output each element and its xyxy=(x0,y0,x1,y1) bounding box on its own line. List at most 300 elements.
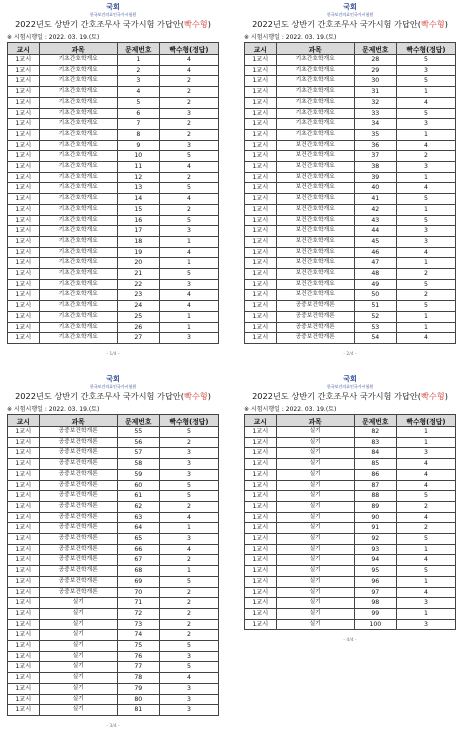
cell-answer: 4 xyxy=(159,512,218,523)
cell-answer: 4 xyxy=(396,183,455,194)
cell-subject: 실기 xyxy=(39,598,117,609)
cell-subject: 실기 xyxy=(39,694,117,705)
col-header-subject: 과목 xyxy=(276,415,354,427)
table-row xyxy=(8,555,219,566)
table-row xyxy=(8,469,219,480)
cell-period: 1교시 xyxy=(245,619,277,630)
cell-period: 1교시 xyxy=(8,194,40,205)
cell-subject: 실기 xyxy=(276,448,354,459)
cell-question-no: 37 xyxy=(354,151,396,162)
cell-answer: 3 xyxy=(159,651,218,662)
cell-subject: 기초간호학개요 xyxy=(39,226,117,237)
table-row xyxy=(8,619,219,630)
cell-answer: 3 xyxy=(159,140,218,151)
cell-question-no: 85 xyxy=(354,459,396,470)
cell-subject: 공중보건학개론 xyxy=(39,437,117,448)
cell-period: 1교시 xyxy=(8,322,40,333)
cell-subject: 공중보건학개론 xyxy=(39,523,117,534)
title-end: ) xyxy=(207,19,211,29)
table-row xyxy=(8,651,219,662)
cell-question-no: 35 xyxy=(354,129,396,140)
cell-period: 1교시 xyxy=(245,97,277,108)
table-row xyxy=(8,694,219,705)
cell-question-no: 2 xyxy=(117,65,159,76)
cell-answer: 1 xyxy=(396,258,455,269)
table-row xyxy=(245,587,456,598)
cell-subject: 보건간호학개요 xyxy=(276,269,354,280)
cell-period: 1교시 xyxy=(8,204,40,215)
table-row xyxy=(245,523,456,534)
table-row xyxy=(245,608,456,619)
table-row xyxy=(8,437,219,448)
cell-question-no: 22 xyxy=(117,279,159,290)
cell-answer: 3 xyxy=(159,226,218,237)
cell-period: 1교시 xyxy=(245,55,277,66)
cell-answer: 2 xyxy=(159,129,218,140)
cell-subject: 기초간호학개요 xyxy=(39,290,117,301)
cell-question-no: 48 xyxy=(354,269,396,280)
cell-question-no: 26 xyxy=(117,322,159,333)
cell-subject: 실기 xyxy=(276,469,354,480)
table-row xyxy=(245,322,456,333)
cell-question-no: 39 xyxy=(354,172,396,183)
cell-answer: 2 xyxy=(396,523,455,534)
cell-period: 1교시 xyxy=(8,534,40,545)
cell-answer: 1 xyxy=(396,544,455,555)
title-end: ) xyxy=(444,391,448,401)
cell-answer: 4 xyxy=(159,301,218,312)
page-title xyxy=(244,391,456,402)
cell-question-no: 87 xyxy=(354,480,396,491)
cell-period: 1교시 xyxy=(8,469,40,480)
col-header-period: 교시 xyxy=(8,43,40,55)
cell-question-no: 43 xyxy=(354,215,396,226)
cell-subject: 실기 xyxy=(276,459,354,470)
cell-subject: 기초간호학개요 xyxy=(276,87,354,98)
answer-table xyxy=(244,42,456,344)
cell-subject: 기초간호학개요 xyxy=(39,65,117,76)
cell-period: 1교시 xyxy=(8,151,40,162)
cell-subject: 기초간호학개요 xyxy=(39,311,117,322)
cell-period: 1교시 xyxy=(8,566,40,577)
cell-subject: 공중보건학개론 xyxy=(39,576,117,587)
cell-answer: 4 xyxy=(396,333,455,344)
cell-period: 1교시 xyxy=(245,65,277,76)
cell-answer: 3 xyxy=(159,683,218,694)
cell-period: 1교시 xyxy=(8,269,40,280)
cell-answer: 4 xyxy=(396,555,455,566)
cell-subject: 공중보건학개론 xyxy=(39,512,117,523)
cell-answer: 1 xyxy=(159,523,218,534)
table-row xyxy=(8,76,219,87)
cell-period: 1교시 xyxy=(8,501,40,512)
cell-period: 1교시 xyxy=(245,491,277,502)
cell-question-no: 46 xyxy=(354,247,396,258)
cell-question-no: 6 xyxy=(117,108,159,119)
cell-answer: 5 xyxy=(159,480,218,491)
cell-period: 1교시 xyxy=(8,119,40,130)
cell-answer: 5 xyxy=(396,279,455,290)
cell-question-no: 38 xyxy=(354,162,396,173)
cell-subject: 기초간호학개요 xyxy=(39,162,117,173)
cell-period: 1교시 xyxy=(245,427,277,438)
table-header-row xyxy=(8,415,219,427)
table-row xyxy=(245,491,456,502)
cell-period: 1교시 xyxy=(8,97,40,108)
answer-page-1 xyxy=(7,4,219,357)
cell-subject: 실기 xyxy=(276,523,354,534)
col-header-period: 교시 xyxy=(245,43,277,55)
cell-question-no: 74 xyxy=(117,630,159,641)
table-row xyxy=(245,619,456,630)
cell-subject: 공중보건학개론 xyxy=(276,322,354,333)
cell-subject: 기초간호학개요 xyxy=(276,97,354,108)
table-row xyxy=(245,427,456,438)
cell-question-no: 25 xyxy=(117,311,159,322)
cell-subject: 실기 xyxy=(39,705,117,716)
cell-question-no: 21 xyxy=(117,269,159,280)
cell-period: 1교시 xyxy=(245,448,277,459)
cell-subject: 실기 xyxy=(39,608,117,619)
table-row xyxy=(245,183,456,194)
cell-answer: 4 xyxy=(159,673,218,684)
cell-subject: 보건간호학개요 xyxy=(276,226,354,237)
table-row xyxy=(8,480,219,491)
cell-period: 1교시 xyxy=(245,129,277,140)
table-row xyxy=(8,162,219,173)
cell-period: 1교시 xyxy=(8,651,40,662)
col-header-answer: 빡수형(정답) xyxy=(396,43,455,55)
cell-answer: 5 xyxy=(396,301,455,312)
cell-subject: 기초간호학개요 xyxy=(39,55,117,66)
cell-answer: 4 xyxy=(159,55,218,66)
cell-subject: 보건간호학개요 xyxy=(276,151,354,162)
cell-question-no: 66 xyxy=(117,544,159,555)
table-row xyxy=(245,108,456,119)
cell-question-no: 18 xyxy=(117,236,159,247)
table-row xyxy=(245,566,456,577)
cell-answer: 5 xyxy=(396,194,455,205)
cell-subject: 공중보건학개론 xyxy=(39,469,117,480)
cell-answer: 2 xyxy=(396,501,455,512)
cell-period: 1교시 xyxy=(245,194,277,205)
cell-period: 1교시 xyxy=(8,694,40,705)
page-footer: - 3/4 - xyxy=(106,723,120,729)
cell-subject: 공중보건학개론 xyxy=(276,301,354,312)
cell-answer: 2 xyxy=(159,97,218,108)
cell-answer: 2 xyxy=(159,76,218,87)
table-row xyxy=(245,236,456,247)
cell-period: 1교시 xyxy=(245,587,277,598)
logo-org-name: 한국보건의료인국가시험원 xyxy=(89,12,137,17)
cell-question-no: 29 xyxy=(354,65,396,76)
cell-subject: 공중보건학개론 xyxy=(39,491,117,502)
cell-question-no: 79 xyxy=(117,683,159,694)
cell-period: 1교시 xyxy=(245,204,277,215)
title-accent: 빡수형 xyxy=(420,19,445,29)
col-header-answer: 빡수형(정답) xyxy=(159,415,218,427)
table-row xyxy=(8,183,219,194)
cell-answer: 1 xyxy=(159,311,218,322)
table-row xyxy=(245,172,456,183)
cell-answer: 3 xyxy=(396,119,455,130)
cell-subject: 공중보건학개론 xyxy=(39,427,117,438)
title-accent: 빡수형 xyxy=(420,391,445,401)
cell-question-no: 5 xyxy=(117,97,159,108)
cell-subject: 보건간호학개요 xyxy=(276,279,354,290)
cell-subject: 기초간호학개요 xyxy=(39,119,117,130)
answer-table xyxy=(244,414,456,630)
page-footer: - 4/4 - xyxy=(343,638,357,644)
cell-answer: 3 xyxy=(159,333,218,344)
cell-period: 1교시 xyxy=(8,576,40,587)
cell-answer: 3 xyxy=(159,459,218,470)
cell-answer: 5 xyxy=(396,534,455,545)
table-row xyxy=(8,194,219,205)
title-accent: 빡수형 xyxy=(183,391,208,401)
cell-period: 1교시 xyxy=(8,512,40,523)
table-row xyxy=(8,151,219,162)
table-row xyxy=(8,448,219,459)
cell-answer: 1 xyxy=(159,236,218,247)
cell-period: 1교시 xyxy=(8,333,40,344)
cell-answer: 3 xyxy=(396,598,455,609)
cell-period: 1교시 xyxy=(8,427,40,438)
cell-answer: 1 xyxy=(396,172,455,183)
cell-question-no: 73 xyxy=(117,619,159,630)
cell-answer: 3 xyxy=(396,236,455,247)
cell-answer: 3 xyxy=(396,162,455,173)
cell-period: 1교시 xyxy=(245,555,277,566)
cell-subject: 기초간호학개요 xyxy=(276,119,354,130)
table-row xyxy=(245,301,456,312)
cell-answer: 3 xyxy=(396,619,455,630)
cell-answer: 2 xyxy=(159,619,218,630)
cell-period: 1교시 xyxy=(245,258,277,269)
cell-question-no: 51 xyxy=(354,301,396,312)
cell-answer: 1 xyxy=(159,322,218,333)
cell-subject: 실기 xyxy=(276,555,354,566)
cell-answer: 5 xyxy=(396,215,455,226)
cell-question-no: 49 xyxy=(354,279,396,290)
table-row xyxy=(8,258,219,269)
col-header-question-no: 문제번호 xyxy=(354,415,396,427)
exam-date: ※ 시험시행일 : 2022. 03. 19.(토) xyxy=(7,34,100,41)
cell-period: 1교시 xyxy=(8,301,40,312)
table-row xyxy=(8,683,219,694)
cell-answer: 2 xyxy=(159,172,218,183)
cell-question-no: 91 xyxy=(354,523,396,534)
table-row xyxy=(245,55,456,66)
cell-period: 1교시 xyxy=(8,172,40,183)
cell-period: 1교시 xyxy=(245,269,277,280)
cell-answer: 1 xyxy=(396,427,455,438)
cell-question-no: 45 xyxy=(354,236,396,247)
cell-question-no: 9 xyxy=(117,140,159,151)
cell-question-no: 67 xyxy=(117,555,159,566)
cell-answer: 2 xyxy=(396,290,455,301)
cell-question-no: 31 xyxy=(354,87,396,98)
cell-period: 1교시 xyxy=(245,501,277,512)
table-row xyxy=(245,480,456,491)
cell-subject: 실기 xyxy=(276,544,354,555)
cell-answer: 5 xyxy=(159,269,218,280)
table-row xyxy=(8,501,219,512)
cell-answer: 5 xyxy=(396,55,455,66)
cell-question-no: 10 xyxy=(117,151,159,162)
cell-answer: 4 xyxy=(159,194,218,205)
table-row xyxy=(8,311,219,322)
table-row xyxy=(8,279,219,290)
table-row xyxy=(8,301,219,312)
cell-question-no: 78 xyxy=(117,673,159,684)
cell-period: 1교시 xyxy=(245,162,277,173)
cell-answer: 3 xyxy=(159,534,218,545)
table-row xyxy=(8,87,219,98)
table-row xyxy=(245,544,456,555)
title-end: ) xyxy=(207,391,211,401)
cell-question-no: 88 xyxy=(354,491,396,502)
cell-answer: 4 xyxy=(396,587,455,598)
cell-subject: 기초간호학개요 xyxy=(39,172,117,183)
cell-answer: 3 xyxy=(396,448,455,459)
cell-answer: 5 xyxy=(396,566,455,577)
cell-answer: 4 xyxy=(396,480,455,491)
table-row xyxy=(8,427,219,438)
table-row xyxy=(245,140,456,151)
cell-subject: 기초간호학개요 xyxy=(39,333,117,344)
table-row xyxy=(245,555,456,566)
cell-question-no: 63 xyxy=(117,512,159,523)
cell-period: 1교시 xyxy=(8,162,40,173)
page-footer: - 2/4 - xyxy=(343,351,357,357)
table-row xyxy=(245,162,456,173)
cell-question-no: 96 xyxy=(354,576,396,587)
table-row xyxy=(245,534,456,545)
logo-mark: 국회 xyxy=(106,375,120,383)
cell-question-no: 62 xyxy=(117,501,159,512)
table-row xyxy=(245,459,456,470)
cell-subject: 기초간호학개요 xyxy=(39,108,117,119)
cell-question-no: 7 xyxy=(117,119,159,130)
cell-question-no: 60 xyxy=(117,480,159,491)
cell-period: 1교시 xyxy=(245,301,277,312)
table-row xyxy=(245,215,456,226)
cell-period: 1교시 xyxy=(8,290,40,301)
cell-period: 1교시 xyxy=(245,108,277,119)
cell-question-no: 50 xyxy=(354,290,396,301)
logo-mark: 국회 xyxy=(106,3,120,11)
cell-question-no: 52 xyxy=(354,311,396,322)
cell-subject: 기초간호학개요 xyxy=(276,55,354,66)
cell-answer: 1 xyxy=(396,311,455,322)
title-accent: 빡수형 xyxy=(183,19,208,29)
cell-question-no: 19 xyxy=(117,247,159,258)
cell-answer: 3 xyxy=(159,469,218,480)
cell-period: 1교시 xyxy=(8,215,40,226)
table-row xyxy=(8,512,219,523)
cell-period: 1교시 xyxy=(245,576,277,587)
title-end: ) xyxy=(444,19,448,29)
cell-question-no: 83 xyxy=(354,437,396,448)
table-row xyxy=(8,459,219,470)
cell-period: 1교시 xyxy=(245,480,277,491)
cell-answer: 3 xyxy=(159,108,218,119)
cell-subject: 기초간호학개요 xyxy=(276,76,354,87)
cell-subject: 기초간호학개요 xyxy=(39,215,117,226)
cell-answer: 1 xyxy=(396,87,455,98)
cell-answer: 2 xyxy=(159,587,218,598)
title-main: 2022년도 상반기 간호조무사 국가시험 가답안( xyxy=(15,19,184,29)
cell-period: 1교시 xyxy=(8,55,40,66)
cell-answer: 2 xyxy=(159,555,218,566)
answer-page-3 xyxy=(7,376,219,729)
cell-subject: 기초간호학개요 xyxy=(39,140,117,151)
cell-answer: 1 xyxy=(396,204,455,215)
table-row xyxy=(8,204,219,215)
cell-answer: 3 xyxy=(159,694,218,705)
cell-period: 1교시 xyxy=(8,236,40,247)
logo-mark: 국회 xyxy=(343,3,357,11)
cell-subject: 보건간호학개요 xyxy=(276,247,354,258)
logo-org-name: 한국보건의료인국가시험원 xyxy=(326,12,374,17)
cell-period: 1교시 xyxy=(8,641,40,652)
page-footer: - 1/4 - xyxy=(106,351,120,357)
table-row xyxy=(8,140,219,151)
cell-subject: 기초간호학개요 xyxy=(39,76,117,87)
cell-question-no: 1 xyxy=(117,55,159,66)
cell-subject: 실기 xyxy=(39,651,117,662)
cell-subject: 실기 xyxy=(39,641,117,652)
cell-question-no: 8 xyxy=(117,129,159,140)
table-row xyxy=(8,491,219,502)
cell-answer: 3 xyxy=(396,65,455,76)
cell-subject: 실기 xyxy=(276,587,354,598)
table-row xyxy=(8,108,219,119)
col-header-answer: 빡수형(정답) xyxy=(159,43,218,55)
cell-period: 1교시 xyxy=(8,491,40,502)
cell-question-no: 27 xyxy=(117,333,159,344)
table-row xyxy=(245,226,456,237)
cell-period: 1교시 xyxy=(8,140,40,151)
cell-subject: 실기 xyxy=(276,491,354,502)
cell-question-no: 94 xyxy=(354,555,396,566)
cell-answer: 2 xyxy=(159,87,218,98)
cell-answer: 4 xyxy=(159,162,218,173)
table-row xyxy=(8,544,219,555)
cell-period: 1교시 xyxy=(8,683,40,694)
table-row xyxy=(8,608,219,619)
institute-logo xyxy=(244,376,456,390)
cell-period: 1교시 xyxy=(245,333,277,344)
table-row xyxy=(245,247,456,258)
cell-period: 1교시 xyxy=(245,469,277,480)
cell-subject: 기초간호학개요 xyxy=(39,258,117,269)
table-row xyxy=(245,469,456,480)
cell-subject: 실기 xyxy=(276,608,354,619)
col-header-subject: 과목 xyxy=(39,43,117,55)
cell-question-no: 69 xyxy=(117,576,159,587)
table-row xyxy=(245,598,456,609)
cell-period: 1교시 xyxy=(8,448,40,459)
table-row xyxy=(8,641,219,652)
cell-subject: 보건간호학개요 xyxy=(276,258,354,269)
cell-answer: 1 xyxy=(396,576,455,587)
cell-answer: 1 xyxy=(396,437,455,448)
cell-answer: 5 xyxy=(159,641,218,652)
cell-period: 1교시 xyxy=(245,523,277,534)
cell-subject: 기초간호학개요 xyxy=(39,204,117,215)
